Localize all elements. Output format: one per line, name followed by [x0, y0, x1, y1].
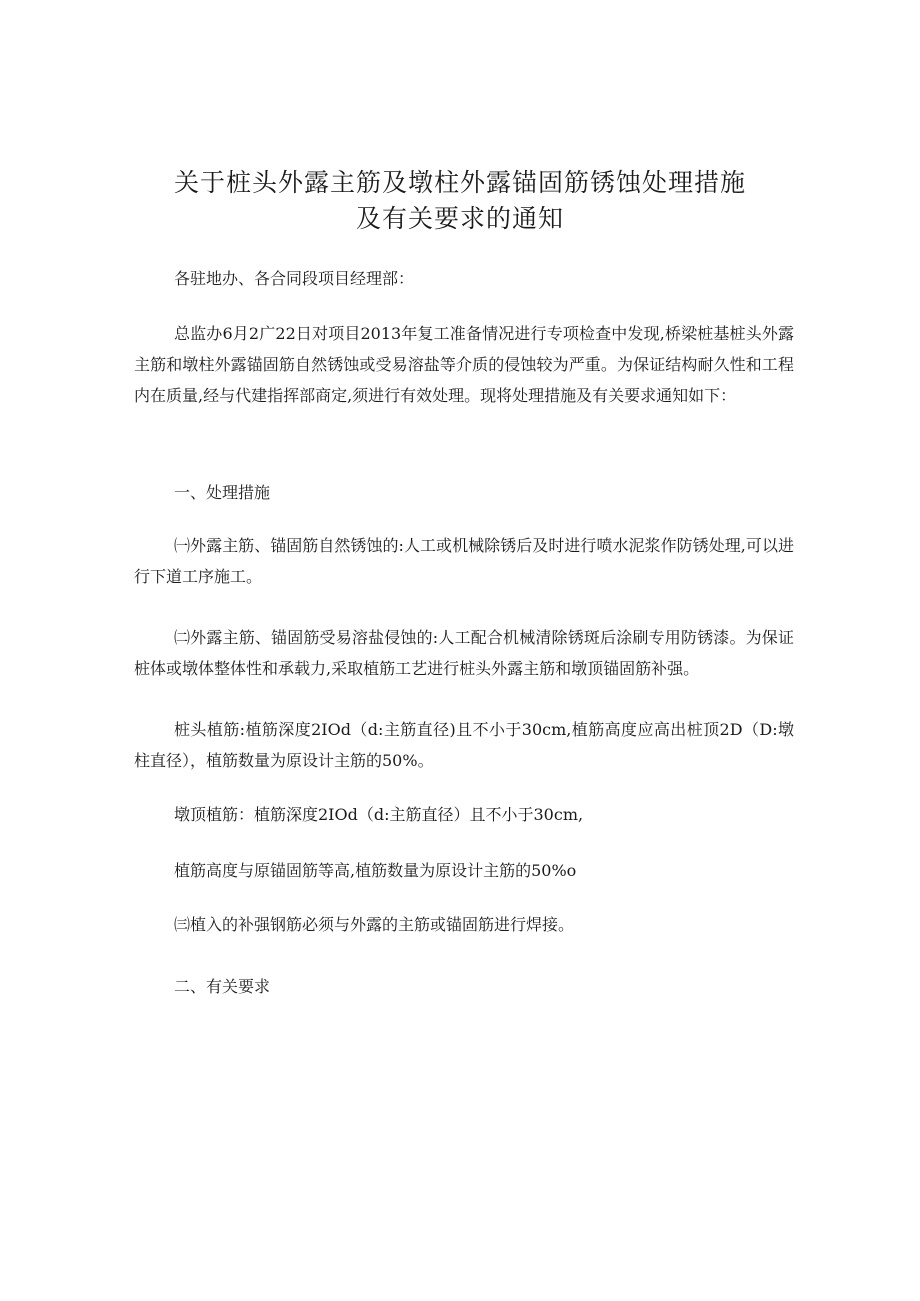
measure-item-3: ㈢植入的补强钢筋必须与外露的主筋或锚固筋进行焊接。 — [174, 915, 575, 934]
measure-item-2: ㈡外露主筋、锚固筋受易溶盐侵蚀的:人工配合机械清除锈斑后涂刷专用防锈漆。为保证桩体或墩体整体性和承载力,采取植筋工艺进行桩头外露主筋和墩顶锚固筋补强。 — [134, 628, 794, 678]
document-title-line-1: 关于桩头外露主筋及墩柱外露锚固筋锈蚀处理措施 — [173, 168, 746, 197]
section-heading-measures: 一、处理措施 — [174, 483, 271, 502]
measure-item-1: ㈠外露主筋、锚固筋自然锈蚀的:人工或机械除锈后及时进行喷水泥浆作防锈处理,可以进行下道工序施工。 — [134, 536, 794, 586]
document-title-line-2: 及有关要求的通知 — [355, 204, 564, 233]
intro-paragraph: 总监办6月2广22日对项目2013年复工准备情况进行专项检查中发现,桥梁桩基桩头外露主筋和墩柱外露锚固筋自然锈蚀或受易溶盐等介质的侵蚀较为严重。为保证结构耐久性和工程内在质量,经与代建指挥部商定,须进行有效处理。现将处理措施及有关要求通知如下： — [134, 324, 794, 405]
pile-head-rebar-paragraph: 桩头植筋:植筋深度2IOd（d:主筋直径)且不小于30cm,植筋高度应高出桩顶2D（D:墩柱直径），植筋数量为原设计主筋的50%。 — [134, 720, 794, 770]
pier-top-rebar-line-2: 植筋高度与原锚固筋等高,植筋数量为原设计主筋的50%o — [174, 861, 577, 880]
salutation: 各驻地办、各合同段项目经理部： — [174, 269, 415, 288]
pier-top-rebar-line-1: 墩顶植筋：植筋深度2IOd（d:主筋直径）且不小于30cm, — [174, 805, 584, 824]
section-heading-requirements: 二、有关要求 — [174, 977, 271, 996]
